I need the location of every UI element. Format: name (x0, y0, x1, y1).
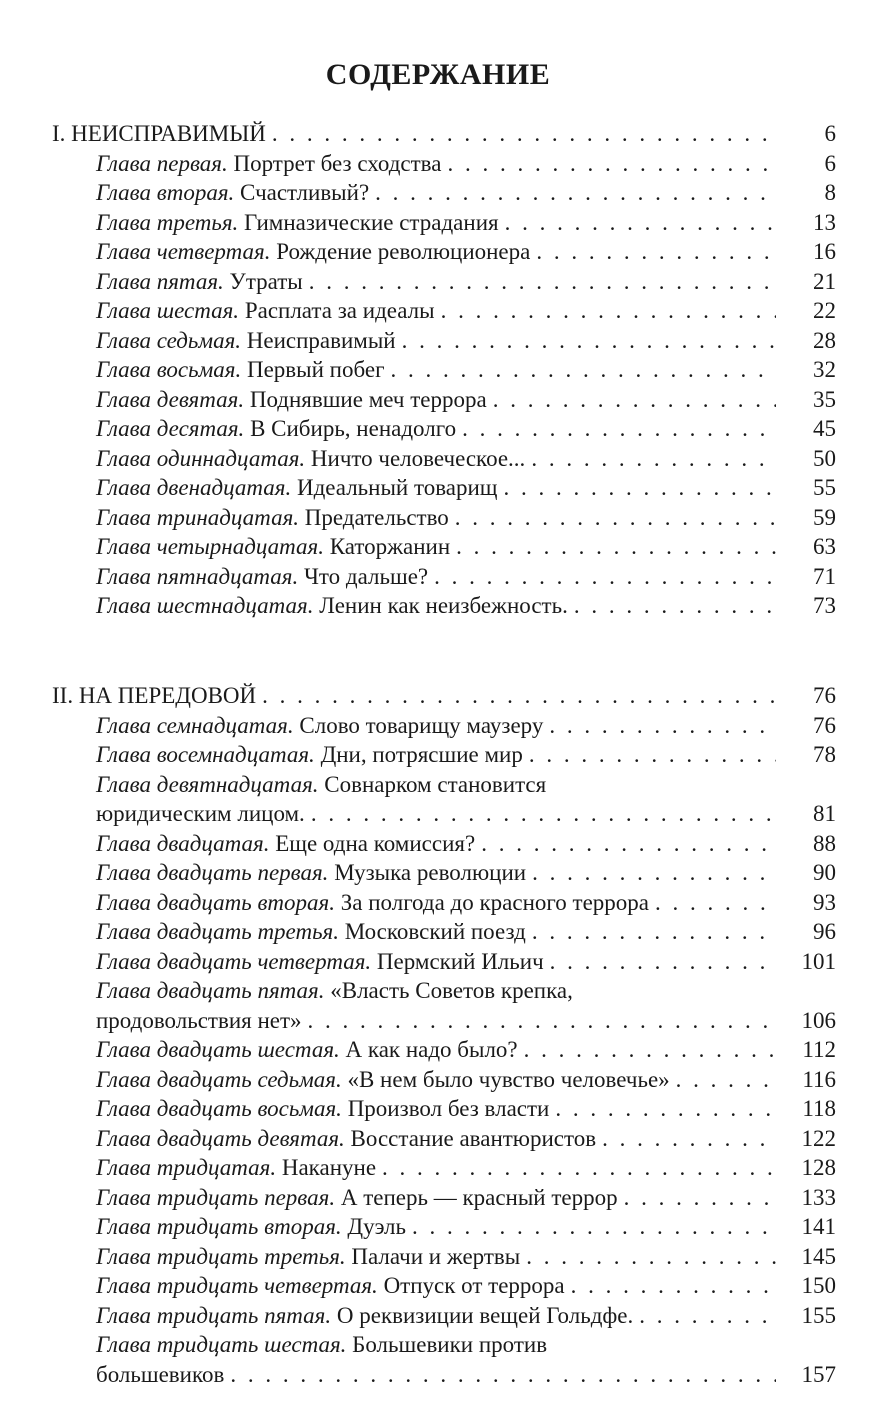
page-number: 88 (813, 830, 836, 856)
entry-text (52, 149, 441, 179)
chapter-label: Глава восьмая. (96, 357, 242, 382)
chapter-label: Глава шестнадцатая. (96, 593, 314, 618)
chapter-label: Глава двенадцатая. (96, 475, 292, 500)
chapter-title: Ленин как неизбежность. (319, 593, 568, 618)
page-number: 106 (801, 1007, 836, 1033)
chapter-title: Каторжанин (329, 534, 451, 559)
page-number: 71 (813, 563, 836, 589)
page-number: 157 (801, 1361, 836, 1387)
chapter-label: Глава четвертая. (96, 239, 271, 264)
dot-leader (639, 1301, 776, 1331)
chapter-title: Московский поезд (344, 919, 526, 944)
dot-leader (493, 385, 776, 415)
chapter-label: Глава двадцать восьмая. (96, 1096, 342, 1121)
table-row (52, 799, 836, 829)
table-row (52, 444, 836, 474)
dot-leader (526, 1242, 776, 1272)
dot-leader (375, 178, 776, 208)
table-row (52, 503, 836, 533)
chapter-label: Глава тридцать четвертая. (96, 1273, 378, 1298)
dot-leader (550, 947, 776, 977)
entry-text (52, 414, 456, 444)
page-number: 21 (813, 268, 836, 294)
chapter-label: Глава двадцать первая. (96, 860, 329, 885)
chapter-label: Глава двадцать третья. (96, 919, 339, 944)
dot-leader (481, 829, 776, 859)
dot-leader (676, 1065, 776, 1095)
dot-leader (574, 591, 776, 621)
chapter-label: Глава седьмая. (96, 327, 242, 353)
chapter-title: Еще одна комиссия? (275, 830, 476, 856)
chapter-label: Глава двадцать четвертая. (96, 948, 372, 974)
chapter-title: Поднявшие меч террора (249, 386, 487, 412)
page-number: 93 (813, 889, 836, 915)
page-number: 16 (813, 239, 836, 264)
entry-text (52, 976, 573, 1006)
entry-text (52, 1242, 520, 1272)
chapter-title: Что дальше? (303, 563, 429, 589)
entry-text (52, 444, 525, 474)
dot-leader (529, 740, 776, 770)
table-row (52, 1360, 836, 1390)
entry-text (52, 503, 449, 533)
entry-text (52, 1094, 549, 1124)
dot-leader (571, 1271, 776, 1301)
chapter-title: А теперь — красный террор (340, 1184, 618, 1210)
table-row (52, 562, 836, 592)
page-number: 55 (813, 475, 836, 500)
dot-leader (412, 1212, 776, 1242)
chapter-title: Ничто человеческое... (310, 445, 526, 471)
page-number: 6 (824, 150, 836, 176)
page-number: 133 (801, 1184, 836, 1210)
table-row (52, 711, 836, 741)
page-number: 90 (813, 860, 836, 885)
table-row (52, 1301, 836, 1331)
table-row (52, 296, 836, 326)
chapter-title: Большевики против (352, 1332, 548, 1357)
part-heading-row (52, 681, 836, 711)
part-heading: II. НА ПЕРЕДОВОЙ (52, 683, 257, 708)
entry-text (52, 917, 526, 947)
table-row (52, 1330, 836, 1360)
page-number: 28 (813, 327, 836, 353)
table-row (52, 1124, 836, 1154)
entry-text (52, 1006, 302, 1036)
entry-text (52, 888, 649, 918)
page-number: 116 (802, 1066, 836, 1092)
chapter-label: Глава вторая. (96, 180, 235, 205)
page-number: 122 (801, 1125, 836, 1151)
chapter-label: Глава первая. (96, 150, 228, 176)
chapter-title: «Власть Советов крепка, (330, 978, 573, 1003)
table-row (52, 208, 836, 238)
table-row (52, 1006, 836, 1036)
entry-text (52, 711, 543, 741)
entry-text (52, 326, 396, 356)
table-row (52, 976, 836, 1006)
chapter-label: Глава двадцать девятая. (96, 1125, 345, 1151)
page-number: 22 (813, 298, 836, 323)
dot-leader (272, 119, 776, 149)
page-number: 59 (813, 504, 836, 530)
table-row (52, 829, 836, 859)
table-row (52, 1212, 836, 1242)
page-number: 150 (801, 1273, 836, 1298)
page-number: 73 (813, 593, 836, 618)
chapter-title: Палачи и жертвы (351, 1243, 521, 1269)
chapter-title: Гимназические страдания (244, 209, 499, 235)
entry-text (52, 473, 498, 503)
table-row (52, 888, 836, 918)
chapter-label: Глава тридцать третья. (96, 1243, 346, 1269)
table-row (52, 740, 836, 770)
entry-text (52, 532, 450, 562)
table-row (52, 355, 836, 385)
chapter-label: Глава двадцать седьмая. (96, 1066, 342, 1092)
chapter-title-continued: большевиков (96, 1361, 225, 1387)
dot-leader (531, 444, 776, 474)
table-row (52, 178, 836, 208)
dot-leader (536, 237, 776, 267)
page-title: СОДЕРЖАНИЕ (325, 58, 551, 91)
page-number: 145 (801, 1243, 836, 1269)
page-number: 141 (801, 1214, 836, 1239)
dot-leader (549, 711, 776, 741)
dot-leader (504, 473, 776, 503)
chapter-label: Глава семнадцатая. (96, 712, 294, 738)
table-row (52, 532, 836, 562)
page-number: 13 (813, 209, 836, 235)
table-row (52, 917, 836, 947)
entry-text (52, 1153, 376, 1183)
entry-text (52, 1183, 618, 1213)
chapter-label: Глава тридцать вторая. (96, 1214, 342, 1239)
table-row (52, 326, 836, 356)
table-row (52, 1035, 836, 1065)
chapter-label: Глава тридцать первая. (96, 1184, 336, 1210)
entry-text (52, 947, 544, 977)
dot-leader (382, 1153, 776, 1183)
chapter-title: Утраты (229, 268, 303, 294)
chapter-label: Глава четырнадцатая. (96, 534, 324, 559)
dot-leader (434, 562, 776, 592)
chapter-title: Расплата за идеалы (244, 298, 435, 323)
chapter-label: Глава тридцатая. (96, 1155, 277, 1180)
chapter-label: Глава двадцать вторая. (96, 889, 335, 915)
page-number: 128 (801, 1155, 836, 1180)
dot-leader (524, 1035, 776, 1065)
chapter-label: Глава двадцать пятая. (96, 978, 325, 1003)
dot-leader (624, 1183, 776, 1213)
table-row (52, 1242, 836, 1272)
table-row (52, 1065, 836, 1095)
entry-text (52, 591, 568, 621)
entry-text (52, 267, 303, 297)
chapter-title: Рождение революционера (276, 239, 531, 264)
page-number: 155 (801, 1302, 836, 1328)
chapter-title: Портрет без сходства (233, 150, 442, 176)
entry-text (52, 1065, 670, 1095)
page-number: 76 (813, 712, 836, 738)
page-number: 96 (813, 919, 836, 944)
chapter-label: Глава девятнадцатая. (96, 771, 319, 797)
dot-leader (505, 208, 776, 238)
chapter-label: Глава шестая. (96, 298, 240, 323)
page-number: 78 (813, 742, 836, 767)
dot-leader (308, 1006, 776, 1036)
dot-leader (555, 1094, 776, 1124)
chapter-title: Неисправимый (246, 327, 396, 353)
page-number: 81 (813, 801, 836, 826)
page-number: 8 (824, 180, 836, 205)
chapter-label: Глава девятая. (96, 386, 245, 412)
chapter-title: Дни, потрясшие мир (320, 742, 523, 767)
chapter-label: Глава тридцать шестая. (96, 1332, 347, 1357)
dot-leader (402, 326, 776, 356)
chapter-label: Глава одиннадцатая. (96, 445, 306, 471)
chapter-title-continued: юридическим лицом. (96, 801, 305, 826)
page-number: 118 (802, 1096, 836, 1121)
entry-text (52, 770, 546, 800)
page-number: 50 (813, 445, 836, 471)
table-row (52, 237, 836, 267)
entry-text (52, 1301, 633, 1331)
dot-leader (532, 858, 776, 888)
entry-text (52, 237, 530, 267)
entry-text (52, 178, 369, 208)
chapter-title: «В нем было чувство человечье» (347, 1066, 670, 1092)
page-number: 101 (801, 948, 836, 974)
page-number: 6 (824, 121, 836, 146)
chapter-title: Пермский Ильич (376, 948, 544, 974)
table-row (52, 149, 836, 179)
dot-leader (309, 267, 776, 297)
entry-text (52, 562, 428, 592)
table-row (52, 1183, 836, 1213)
chapter-title: Восстание авантюристов (350, 1125, 597, 1151)
dot-leader (455, 503, 776, 533)
chapter-title: Дуэль (347, 1214, 407, 1239)
entry-text (52, 208, 499, 238)
part-heading-row (52, 119, 836, 149)
part-heading: I. НЕИСПРАВИМЫЙ (52, 121, 266, 146)
chapter-title: Предательство (304, 504, 449, 530)
chapter-title: Произвол без власти (347, 1096, 550, 1121)
entry-text (52, 1124, 596, 1154)
chapter-label: Глава двадцать шестая. (96, 1037, 340, 1062)
chapter-title: А как надо было? (345, 1037, 518, 1062)
chapter-label: Глава пятнадцатая. (96, 563, 299, 589)
chapter-label: Глава десятая. (96, 416, 245, 441)
dot-leader (602, 1124, 776, 1154)
table-row (52, 947, 836, 977)
chapter-label: Глава тридцать пятая. (96, 1302, 332, 1328)
table-row (52, 1271, 836, 1301)
dot-leader (311, 799, 776, 829)
chapter-title: За полгода до красного террора (340, 889, 649, 915)
entry-text (52, 799, 305, 829)
table-row (52, 385, 836, 415)
chapter-title: Счастливый? (240, 180, 370, 205)
chapter-title: Первый побег (246, 357, 385, 382)
entry-text (52, 355, 385, 385)
page-number: 112 (802, 1037, 836, 1062)
table-row (52, 267, 836, 297)
dot-leader (441, 296, 776, 326)
entry-text (52, 740, 523, 770)
chapter-title: Музыка революции (334, 860, 527, 885)
entry-text (52, 119, 266, 149)
entry-text (52, 385, 487, 415)
entry-text (52, 1035, 518, 1065)
chapter-title: Накануне (281, 1155, 377, 1180)
table-row (52, 414, 836, 444)
entry-text (52, 1330, 547, 1360)
chapter-title-continued: продовольствия нет» (96, 1007, 302, 1033)
entry-text (52, 1271, 565, 1301)
dot-leader (262, 681, 776, 711)
table-row (52, 770, 836, 800)
table-row (52, 858, 836, 888)
dot-leader (447, 149, 776, 179)
chapter-label: Глава пятая. (96, 268, 224, 294)
chapter-title: Идеальный товарищ (296, 475, 498, 500)
chapter-label: Глава третья. (96, 209, 239, 235)
chapter-label: Глава восемнадцатая. (96, 742, 315, 767)
dot-leader (532, 917, 776, 947)
chapter-title: О реквизиции вещей Гольдфе. (336, 1302, 634, 1328)
page-number: 76 (813, 683, 836, 708)
dot-leader (462, 414, 776, 444)
entry-text (52, 1212, 406, 1242)
entry-text (52, 681, 256, 711)
table-row (52, 591, 836, 621)
entry-text (52, 1360, 224, 1390)
chapter-title: Слово товарищу маузеру (299, 712, 544, 738)
dot-leader (391, 355, 776, 385)
dot-leader (456, 532, 776, 562)
chapter-label: Глава двадцатая. (96, 830, 270, 856)
page-number: 32 (813, 357, 836, 382)
chapter-title: Отпуск от террора (383, 1273, 565, 1298)
table-row (52, 1094, 836, 1124)
dot-leader (655, 888, 776, 918)
entry-text (52, 829, 475, 859)
page-number: 35 (813, 386, 836, 412)
page-number: 45 (813, 416, 836, 441)
page-number: 63 (813, 534, 836, 559)
table-row (52, 473, 836, 503)
chapter-label: Глава тринадцатая. (96, 504, 300, 530)
table-row (52, 1153, 836, 1183)
entry-text (52, 296, 435, 326)
chapter-title: В Сибирь, ненадолго (250, 416, 457, 441)
dot-leader (230, 1360, 776, 1390)
chapter-title: Совнарком становится (324, 771, 547, 797)
entry-text (52, 858, 526, 888)
